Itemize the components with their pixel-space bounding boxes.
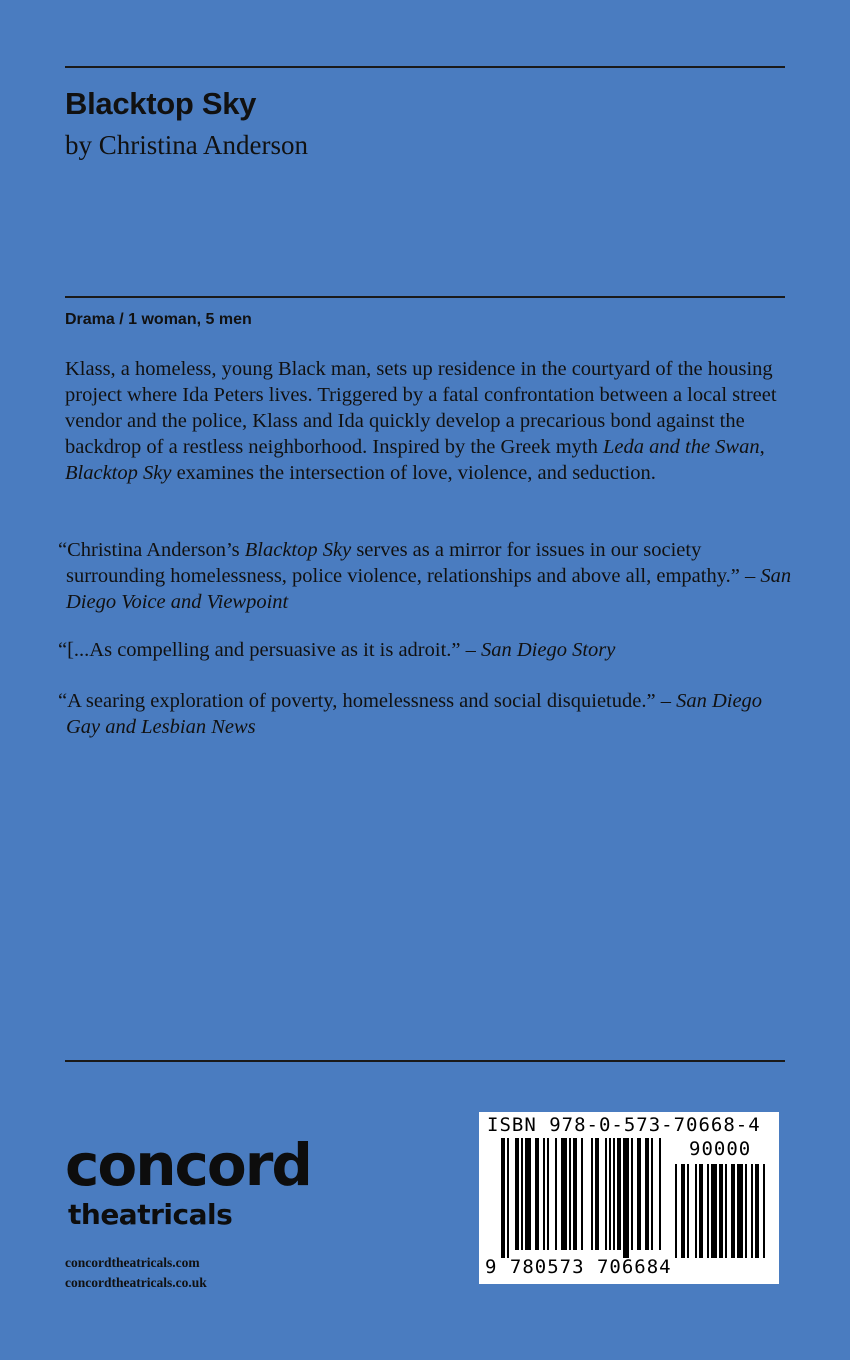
barcode-bar — [645, 1138, 649, 1250]
barcode-bar — [555, 1138, 557, 1250]
barcode-bar — [617, 1138, 621, 1250]
barcode-bar — [573, 1138, 577, 1250]
barcode-bar — [659, 1138, 661, 1250]
barcode-bar — [605, 1138, 607, 1250]
barcode-bar — [651, 1138, 653, 1250]
book-author: by Christina Anderson — [65, 130, 308, 160]
barcode-bar — [763, 1164, 765, 1258]
barcode-bar — [637, 1138, 641, 1250]
quote-title: Blacktop Sky — [244, 539, 352, 561]
top-rule — [65, 66, 785, 68]
barcode-bar — [631, 1138, 633, 1250]
publisher-url-us: concordtheatricals.com — [65, 1255, 200, 1270]
barcode-bar — [609, 1138, 611, 1250]
book-title: Blacktop Sky — [65, 86, 257, 121]
barcode-bar — [707, 1164, 709, 1258]
barcode-bar — [613, 1138, 615, 1250]
barcode-addon-digits: 90000 — [689, 1138, 752, 1160]
middle-rule — [65, 296, 785, 298]
isbn-label: ISBN 978-0-573-70668-4 — [487, 1114, 761, 1136]
barcode-bar — [595, 1138, 599, 1250]
publisher-url-uk: concordtheatricals.co.uk — [65, 1275, 207, 1290]
barcode-bar — [569, 1138, 571, 1250]
synopsis-text-1: Klass, a homeless, young Black man, sets up residence in the courtyard of the housing project where Ida Peters lives. Triggered by a fatal confrontation between a local street vendor and the police, Klass and Ida quickly develop a precarious bond against the backdrop of a restless neighborhood. Inspired by the Greek myth — [65, 358, 777, 458]
quote-text: “Christina Anderson’s — [58, 539, 245, 561]
barcode-bar — [543, 1138, 545, 1250]
barcode-bar — [695, 1164, 697, 1258]
synopsis — [65, 356, 787, 486]
quote-source: San Diego Gay and Lesbian News — [66, 690, 763, 738]
publisher-urls — [65, 1253, 207, 1293]
barcode-bar — [521, 1138, 523, 1250]
bottom-rule — [65, 1060, 785, 1062]
barcode-bar — [675, 1164, 677, 1258]
barcode-bar — [623, 1138, 629, 1258]
barcode-bar — [547, 1138, 549, 1250]
barcode-bar — [507, 1138, 509, 1258]
barcode-bar — [737, 1164, 743, 1258]
quote-text: “A searing exploration of poverty, homelessness and social disquietude.” – — [58, 690, 677, 712]
logo-theatricals: theatricals — [68, 1198, 233, 1231]
quote-source: San Diego Voice and Viewpoint — [66, 565, 792, 613]
genre-cast-line: Drama / 1 woman, 5 men — [65, 311, 252, 328]
barcode-bar — [751, 1164, 753, 1258]
publisher-logo — [65, 1130, 311, 1230]
barcode-bar — [725, 1164, 727, 1258]
barcode-bar — [755, 1164, 759, 1258]
barcode-bar — [535, 1138, 539, 1250]
isbn-barcode — [479, 1112, 779, 1284]
barcode-bar — [501, 1138, 505, 1258]
barcode-bar — [745, 1164, 747, 1258]
barcode-bar — [525, 1138, 531, 1250]
logo-concord: concord — [65, 1131, 311, 1199]
barcode-digits: 9 780573 706684 — [485, 1256, 672, 1278]
quote-source: San Diego Story — [481, 639, 616, 661]
barcode-bar — [581, 1138, 583, 1250]
review-quote-3 — [58, 688, 794, 740]
barcode-bar — [687, 1164, 689, 1258]
barcode-bar — [681, 1164, 685, 1258]
barcode-bar — [591, 1138, 593, 1250]
barcode-bar — [711, 1164, 717, 1258]
barcode-bar — [561, 1138, 567, 1250]
synopsis-text-3: examines the intersection of love, violence, and seduction. — [171, 462, 656, 484]
synopsis-play-title: Blacktop Sky — [65, 462, 172, 484]
quote-text: “[...As compelling and persuasive as it is adroit.” – — [58, 639, 481, 661]
barcode-bar — [515, 1138, 519, 1250]
barcode-bar — [699, 1164, 703, 1258]
review-quote-2 — [58, 637, 794, 663]
quote-text: serves as a mirror for issues in our society surrounding homelessness, police violence, relationships and above all, empathy.” – — [66, 539, 761, 587]
barcode-bar — [731, 1164, 735, 1258]
synopsis-myth-title: Leda and the Swan — [603, 436, 760, 458]
barcode-bar — [719, 1164, 723, 1258]
review-quote-1 — [58, 537, 794, 615]
synopsis-text-2: , — [759, 436, 765, 458]
